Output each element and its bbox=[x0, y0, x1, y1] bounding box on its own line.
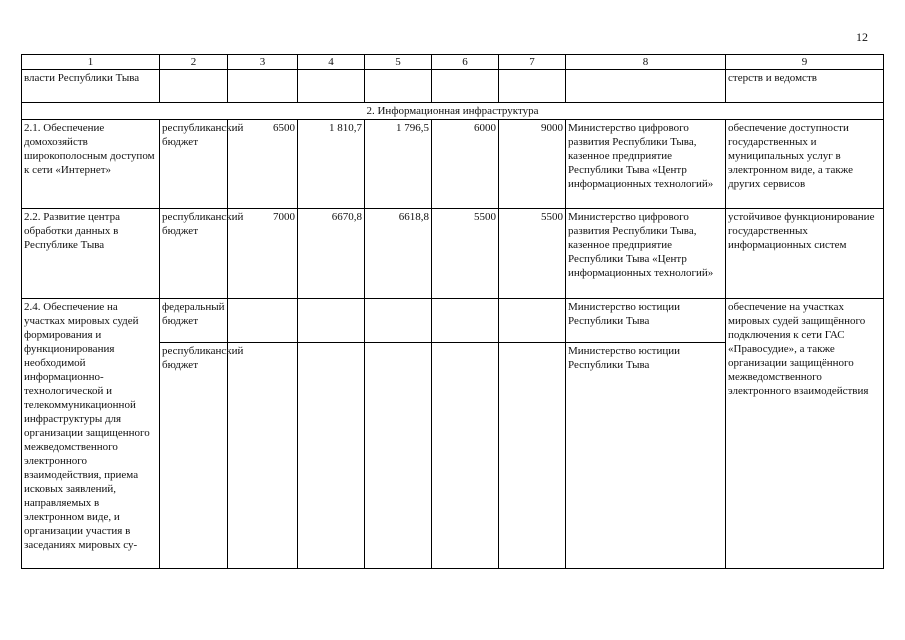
table-cell: власти Республики Тыва bbox=[22, 70, 160, 103]
table-cell: обеспечение доступности государственных и муниципальных услуг в электронном виде, а также других сервисов bbox=[726, 120, 884, 209]
table-cell: обеспечение на участках мировых судей защищённого подключения к сети ГАС «Правосудие», а также организации защищённого межведомственного электронного взаимодействия bbox=[726, 299, 884, 569]
table-cell: Министерство цифрового развития Республики Тыва, казенное предприятие Республики Тыва «Центр информационных технологий» bbox=[566, 209, 726, 299]
table-row bbox=[22, 299, 884, 343]
table-cell: 2.1. Обеспечение домохозяйств широкополосным доступом к сети «Интернет» bbox=[22, 120, 160, 209]
table-cell: 1 796,5 bbox=[365, 120, 432, 209]
table-cell: 5500 bbox=[499, 209, 566, 299]
column-number: 4 bbox=[298, 55, 365, 70]
table-cell: 6670,8 bbox=[298, 209, 365, 299]
column-number: 7 bbox=[499, 55, 566, 70]
column-number: 2 bbox=[160, 55, 228, 70]
table-cell: 5500 bbox=[432, 209, 499, 299]
table-cell: 2.2. Развитие центра обработки данных в Республике Тыва bbox=[22, 209, 160, 299]
program-table bbox=[21, 54, 884, 569]
section-row bbox=[22, 103, 884, 120]
section-title: 2. Информационная инфраструктура bbox=[22, 103, 884, 120]
table-cell: федеральный бюджет bbox=[160, 299, 228, 343]
table-cell: 1 810,7 bbox=[298, 120, 365, 209]
column-number: 1 bbox=[22, 55, 160, 70]
table-cell: 6500 bbox=[228, 120, 298, 209]
table-cell: республиканский бюджет bbox=[160, 120, 228, 209]
column-number: 6 bbox=[432, 55, 499, 70]
table-cell: устойчивое функционирование государственных информационных систем bbox=[726, 209, 884, 299]
table-row bbox=[22, 120, 884, 209]
column-number: 9 bbox=[726, 55, 884, 70]
table-cell: 6000 bbox=[432, 120, 499, 209]
column-number: 3 bbox=[228, 55, 298, 70]
table-cell: стерств и ведомств bbox=[726, 70, 884, 103]
table-cell: Министерство юстиции Республики Тыва bbox=[566, 343, 726, 569]
table-cell: республиканский бюджет bbox=[160, 343, 228, 569]
table-cell: 7000 bbox=[228, 209, 298, 299]
carry-over-row bbox=[22, 70, 884, 103]
table-cell: 9000 bbox=[499, 120, 566, 209]
table-cell: 6618,8 bbox=[365, 209, 432, 299]
table-row bbox=[22, 209, 884, 299]
page-number: 12 bbox=[856, 30, 868, 44]
table-cell: Министерство юстиции Республики Тыва bbox=[566, 299, 726, 343]
table-cell: Министерство цифрового развития Республики Тыва, казенное предприятие Республики Тыва «Центр информационных технологий» bbox=[566, 120, 726, 209]
table-cell: 2.4. Обеспечение на участках мировых судей формирования и функционирования необходимой информационно-технологической и телекоммуникационной инфраструктуры для организации защищенного межведомственного электронного взаимодействия, приема исковых заявлений, направляемых в электронном виде, и организации участия в заседаниях мировых су- bbox=[22, 299, 160, 569]
column-number: 8 bbox=[566, 55, 726, 70]
table-cell: республиканский бюджет bbox=[160, 209, 228, 299]
column-number-row bbox=[22, 55, 884, 70]
column-number: 5 bbox=[365, 55, 432, 70]
